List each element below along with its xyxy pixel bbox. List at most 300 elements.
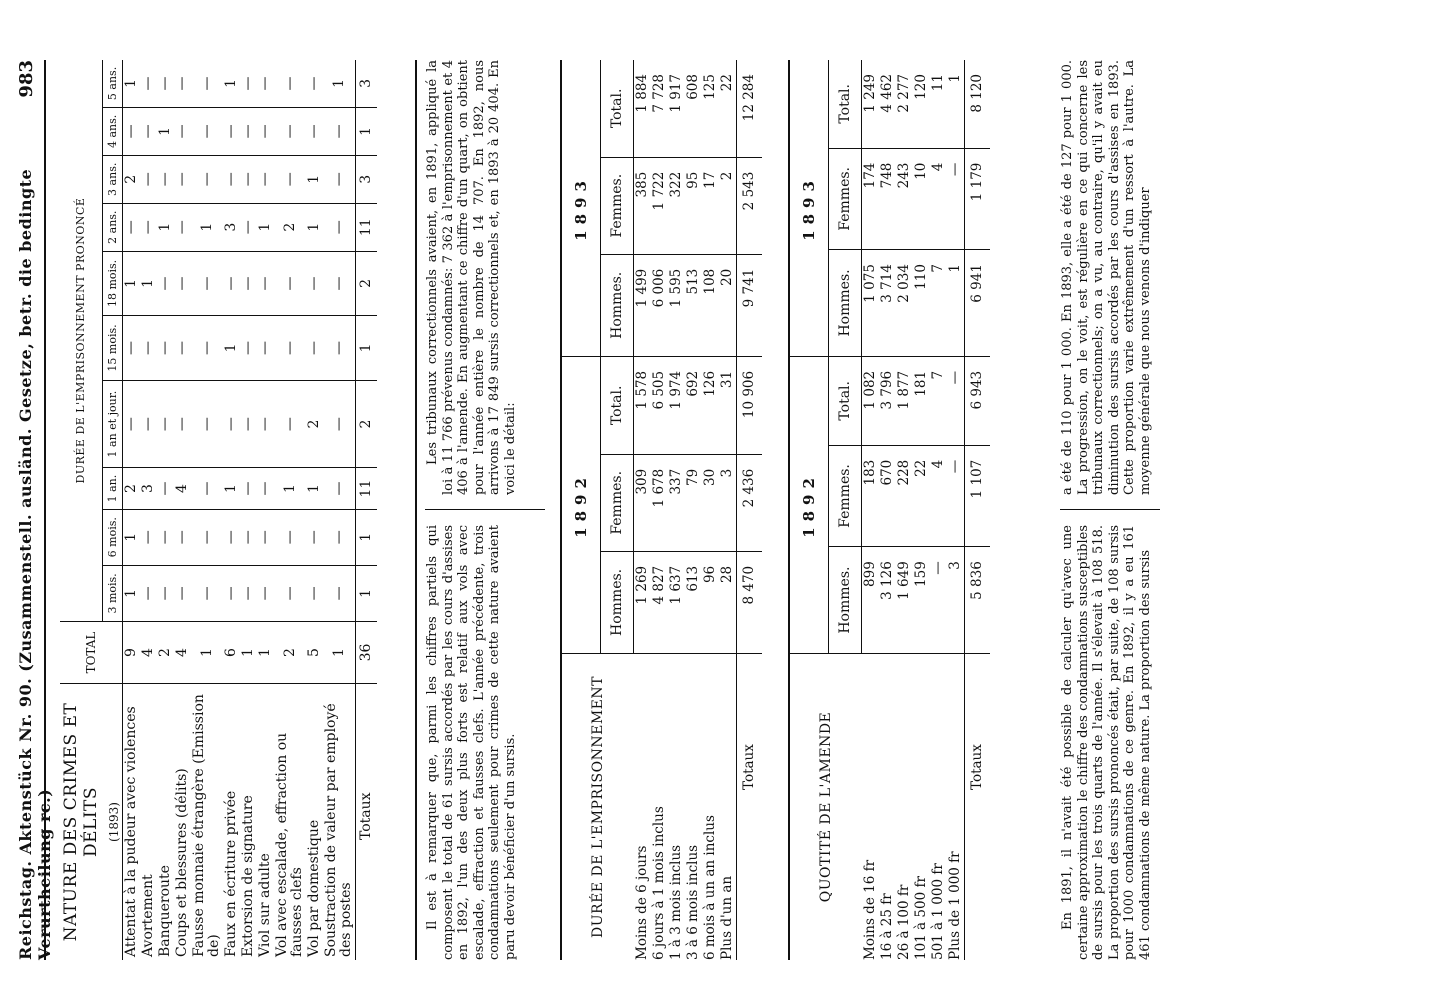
table-cell: — xyxy=(947,356,965,445)
table-cell: 20 xyxy=(719,254,737,356)
table-cell: 1 xyxy=(306,203,323,251)
table-cell: — xyxy=(257,380,274,468)
table-cell: — xyxy=(174,565,191,621)
prison-table xyxy=(562,60,762,960)
table-cell: — xyxy=(240,155,257,203)
table-cell: — xyxy=(274,316,306,381)
prison-header-row xyxy=(562,60,601,960)
total-cell: 10 906 xyxy=(737,356,763,454)
col-header: 1 an et jour. xyxy=(102,380,122,468)
total-cell: 1 179 xyxy=(965,148,991,249)
table-cell: 3 xyxy=(223,203,240,251)
table-cell: — xyxy=(157,60,174,107)
sub-header: Hommes. xyxy=(601,254,634,356)
row-label: 501 à 1 000 fr xyxy=(930,863,946,960)
crimes-totals-row xyxy=(356,60,378,960)
table-cell: — xyxy=(323,509,356,565)
row-label: Coups et blessures (délits) xyxy=(174,768,190,957)
table-cell: 110 xyxy=(913,250,930,357)
table-cell: 6 xyxy=(223,622,240,684)
row-label: Extorsion de signature xyxy=(240,795,256,957)
table-cell: — xyxy=(223,509,240,565)
fine-totals-row xyxy=(965,60,991,960)
table-cell: 608 xyxy=(685,60,702,157)
table-cell: 7 xyxy=(930,250,947,357)
table-cell: — xyxy=(123,107,141,155)
table-cell: — xyxy=(274,107,306,155)
fine-year2: 1893 xyxy=(790,60,829,356)
table-cell: — xyxy=(157,509,174,565)
table-cell: 1 884 xyxy=(634,60,652,157)
prison-year2: 1893 xyxy=(562,60,601,356)
table-cell: — xyxy=(323,316,356,381)
prison-body xyxy=(634,60,737,960)
row-label: Vol avec escalade, effraction ou fausses clefs xyxy=(274,732,305,957)
table-cell: — xyxy=(191,380,223,468)
total-cell: 2 543 xyxy=(737,157,763,254)
table-cell: 2 xyxy=(274,203,306,251)
total-cell: 1 xyxy=(356,107,378,155)
table-cell: 2 277 xyxy=(896,60,913,148)
table-cell: — xyxy=(257,60,274,107)
table-cell: — xyxy=(323,203,356,251)
running-title: Reichstag. Aktenstück Nr. 90. (Zusammenstell. ausländ. Gesetze, betr. die bedingte Verurtheilung rc.) xyxy=(16,168,54,960)
table-cell: 1 xyxy=(257,203,274,251)
total-cell: 5 836 xyxy=(965,547,991,654)
table-cell: 159 xyxy=(913,547,930,654)
table-cell: 1 974 xyxy=(668,356,685,454)
table-cell: — xyxy=(174,155,191,203)
table-cell: 385 xyxy=(634,157,652,254)
table-cell: 1 xyxy=(947,250,965,357)
paragraph-left: Il est à remarquer que, parmi les chiffres partiels qui composent le total de 61 sursis accordés par les cours d'assises en 1892, l'un des deux plus forts est relatif aux vols avec escalade, effraction et fausses clefs. L'année précédente, trois condamnations seulement pour crimes de cette nature avaient paru devoir bénéficier d'un sursis. xyxy=(425,525,518,960)
crimes-title-cell xyxy=(60,684,123,961)
table-cell: — xyxy=(191,565,223,621)
sub-header: Hommes. xyxy=(601,551,634,653)
table-cell: 2 xyxy=(274,622,306,684)
table-cell: — xyxy=(140,565,157,621)
table-cell: 6 006 xyxy=(651,254,668,356)
fine-body xyxy=(862,60,965,960)
table-row xyxy=(930,60,947,960)
sub-header: Hommes. xyxy=(829,547,862,654)
table-row xyxy=(174,60,191,960)
table-cell: 1 499 xyxy=(634,254,652,356)
row-label: Soustraction de valeur par employé des postes xyxy=(323,703,354,957)
table-cell: 2 xyxy=(157,622,174,684)
row-label: Viol sur adulte xyxy=(257,853,273,957)
table-cell: — xyxy=(274,60,306,107)
table-cell: 1 xyxy=(157,203,174,251)
col-header: 18 mois. xyxy=(102,251,122,316)
total-cell: 36 xyxy=(356,622,378,684)
table-cell: 1 082 xyxy=(862,356,880,445)
table-cell: 126 xyxy=(702,356,719,454)
table-cell: — xyxy=(323,155,356,203)
table-cell: 1 xyxy=(274,468,306,509)
table-cell: — xyxy=(140,380,157,468)
prison-year1: 1892 xyxy=(562,356,601,653)
table-cell: — xyxy=(157,251,174,316)
table-cell: 120 xyxy=(913,60,930,148)
table-cell: 1 877 xyxy=(896,356,913,445)
table-row xyxy=(257,60,274,960)
crimes-title: NATURE DES CRIMES ET DÉLITS xyxy=(61,702,101,942)
table-cell: — xyxy=(140,316,157,381)
table-cell: 3 xyxy=(947,547,965,654)
table-cell: 309 xyxy=(634,454,652,551)
total-cell: 1 107 xyxy=(965,445,991,546)
table-cell: — xyxy=(223,380,240,468)
prison-totals-row xyxy=(737,60,763,960)
table-cell: — xyxy=(191,251,223,316)
table-row xyxy=(191,60,223,960)
table-cell: — xyxy=(174,509,191,565)
table-row xyxy=(651,60,668,960)
table-cell: 1 649 xyxy=(896,547,913,654)
column-divider xyxy=(425,509,545,510)
table-cell: 1 722 xyxy=(651,157,668,254)
table-cell: 3 714 xyxy=(879,250,896,357)
table-cell: — xyxy=(240,60,257,107)
table-cell: 2 xyxy=(719,157,737,254)
table-cell: — xyxy=(257,251,274,316)
table-cell: 1 xyxy=(223,316,240,381)
col-header: 2 ans. xyxy=(102,203,122,251)
total-cell: 6 941 xyxy=(965,250,991,357)
table-cell: — xyxy=(306,107,323,155)
table-cell: 1 578 xyxy=(634,356,652,454)
table-cell: — xyxy=(306,509,323,565)
table-row xyxy=(913,60,930,960)
table-cell: 1 075 xyxy=(862,250,880,357)
total-cell: 2 xyxy=(356,251,378,316)
table-cell: 1 xyxy=(123,509,141,565)
table-cell: — xyxy=(157,316,174,381)
table-cell: 1 xyxy=(306,468,323,509)
table-cell: — xyxy=(140,60,157,107)
table-cell: 1 xyxy=(257,622,274,684)
table-cell: 228 xyxy=(896,445,913,546)
table-cell: 9 xyxy=(123,622,141,684)
table-cell: 1 xyxy=(191,203,223,251)
table-cell: — xyxy=(191,60,223,107)
column-divider xyxy=(1060,509,1160,510)
totals-label: Totaux xyxy=(965,654,991,961)
table-cell: — xyxy=(323,565,356,621)
table-cell: — xyxy=(174,251,191,316)
table-cell: — xyxy=(223,251,240,316)
table-cell: 4 462 xyxy=(879,60,896,148)
table-row xyxy=(140,60,157,960)
table-cell: — xyxy=(274,155,306,203)
table-cell: — xyxy=(191,468,223,509)
sub-header: Total. xyxy=(829,356,862,445)
paragraph-block-1 xyxy=(425,60,550,960)
total-cell: 8 470 xyxy=(737,551,763,653)
table-cell: — xyxy=(191,155,223,203)
paragraph-right: a été de 110 pour 1 000. En 1893, elle a été de 127 pour 1 000. La progression, on le voit, est régulière en ce qui concerne les tribunaux correctionnels; on a vu, au contraire, qu'il y avait eu diminution des sursis accordés par les cours d'assises en 1893. Cette proportion varie extrêmement d'un ressort à l'autre. La moyenne générale que nous venons d'indiquer xyxy=(1060,60,1153,495)
table-cell: 30 xyxy=(702,454,719,551)
table-cell: — xyxy=(323,251,356,316)
row-label: Plus de 1 000 fr xyxy=(947,851,963,960)
sub-header: Femmes. xyxy=(829,445,862,546)
table-cell: 11 xyxy=(930,60,947,148)
table-cell: — xyxy=(157,565,174,621)
total-cell: 1 xyxy=(356,316,378,381)
totals-label: Totaux xyxy=(737,654,763,961)
table-cell: — xyxy=(306,316,323,381)
crimes-year: (1893) xyxy=(107,802,121,842)
table-cell: — xyxy=(947,148,965,249)
total-cell: 3 xyxy=(356,155,378,203)
row-label: Banqueroute xyxy=(157,865,173,957)
table-cell: 79 xyxy=(685,454,702,551)
table-cell: 1 xyxy=(223,60,240,107)
table-cell: — xyxy=(274,251,306,316)
table-cell: — xyxy=(157,380,174,468)
table-cell: — xyxy=(240,565,257,621)
table-cell: — xyxy=(223,155,240,203)
table-cell: 174 xyxy=(862,148,880,249)
table-cell: 17 xyxy=(702,157,719,254)
sub-header: Total. xyxy=(601,356,634,454)
fine-header-row xyxy=(790,60,829,960)
row-label: Moins de 16 fr xyxy=(861,859,878,960)
table-cell: — xyxy=(123,380,141,468)
table-row xyxy=(274,60,306,960)
table-cell: 1 269 xyxy=(634,551,652,653)
table-cell: — xyxy=(191,107,223,155)
crimes-header-row xyxy=(60,60,102,960)
total-cell: 2 xyxy=(356,380,378,468)
table-cell: 1 xyxy=(947,60,965,148)
table-cell: 3 xyxy=(140,468,157,509)
table-cell: 1 xyxy=(323,60,356,107)
table-cell: 22 xyxy=(719,60,737,157)
sub-header: Hommes. xyxy=(829,250,862,357)
table-row xyxy=(157,60,174,960)
total-cell: 1 xyxy=(356,565,378,621)
row-label: Faux en écriture privée xyxy=(223,790,239,957)
crimes-total-header: TOTAL xyxy=(60,622,123,684)
col-header: 3 mois. xyxy=(102,565,122,621)
fine-table xyxy=(790,60,990,960)
table-cell: — xyxy=(274,380,306,468)
table-cell: 3 796 xyxy=(879,356,896,445)
table-cell: — xyxy=(240,468,257,509)
table-cell: — xyxy=(174,203,191,251)
paragraph-left: En 1891, il n'avait été possible de calculer qu'avec une certaine approximation le chiffre des condamnations susceptibles de sursis pour les trois quarts de l'année. Il s'élevait à 108 518. La proportion des sursis prononcés était, par suite, de 108 sursis pour 1000 condamnations de ce genre. En 1892, il y a eu 161 461 condamnations de même nature. La proportion des sursis xyxy=(1060,525,1153,960)
table-cell: — xyxy=(240,509,257,565)
table-cell: — xyxy=(257,468,274,509)
table-row xyxy=(702,60,719,960)
table-cell: — xyxy=(257,509,274,565)
sub-header: Total. xyxy=(829,60,862,148)
total-cell: 9 741 xyxy=(737,254,763,356)
table-cell: 4 xyxy=(930,148,947,249)
table-cell: 10 xyxy=(913,148,930,249)
total-cell: 6 943 xyxy=(965,356,991,445)
table-cell: — xyxy=(174,380,191,468)
totals-label: Totaux xyxy=(356,684,378,961)
table-cell: 1 637 xyxy=(668,551,685,653)
table-cell: — xyxy=(306,565,323,621)
table-cell: — xyxy=(140,107,157,155)
table-cell: — xyxy=(157,155,174,203)
crimes-body xyxy=(123,60,356,960)
table-cell: 2 xyxy=(306,380,323,468)
row-label: Moins de 6 jours xyxy=(633,845,650,960)
table-cell: — xyxy=(323,107,356,155)
table-cell: 31 xyxy=(719,356,737,454)
fine-year1: 1892 xyxy=(790,356,829,653)
table-cell: 670 xyxy=(879,445,896,546)
table-cell: — xyxy=(140,203,157,251)
page-number: 983 xyxy=(16,60,37,98)
table-row xyxy=(862,60,880,960)
table-cell: 1 xyxy=(123,60,141,107)
table-cell: — xyxy=(947,445,965,546)
col-header: 1 an. xyxy=(102,468,122,509)
table-cell: 28 xyxy=(719,551,737,653)
table-row xyxy=(240,60,257,960)
table-cell: — xyxy=(257,107,274,155)
table-cell: — xyxy=(123,316,141,381)
table-cell: — xyxy=(930,547,947,654)
table-cell: 96 xyxy=(702,551,719,653)
table-cell: 95 xyxy=(685,157,702,254)
table-cell: — xyxy=(174,60,191,107)
row-label: 26 à 100 fr xyxy=(896,884,912,960)
total-cell: 8 120 xyxy=(965,60,991,148)
row-label: Avortement xyxy=(140,874,156,957)
table-cell: — xyxy=(240,107,257,155)
table-row xyxy=(123,60,141,960)
table-cell: 4 xyxy=(174,468,191,509)
table-cell: — xyxy=(274,509,306,565)
paragraph-right: Les tribunaux correctionnels avaient, en 1891, appliqué la loi à 11 766 prévenus condamnés: 7 362 à l'emprisonnement et 4 406 à l'amende. En augmentant ce chiffre d'un quart, on obtient pour l'année entière le nombre de 14 707. En 1892, nous arrivons à 17 849 sursis correctionnels et, en 1893 à 20 404. En voici le détail: xyxy=(425,60,518,495)
sub-header: Femmes. xyxy=(601,157,634,254)
table-cell: 5 xyxy=(306,622,323,684)
table-cell: 1 678 xyxy=(651,454,668,551)
table-cell: — xyxy=(306,251,323,316)
table-cell: 6 505 xyxy=(651,356,668,454)
rule xyxy=(415,60,417,960)
row-label: 101 à 500 fr xyxy=(913,876,929,960)
table-cell: 125 xyxy=(702,60,719,157)
sub-header: Total. xyxy=(601,60,634,157)
table-cell: — xyxy=(240,316,257,381)
table-cell: 183 xyxy=(862,445,880,546)
table-cell: 22 xyxy=(913,445,930,546)
table-cell: — xyxy=(223,107,240,155)
header-rule xyxy=(44,60,46,960)
table-row xyxy=(306,60,323,960)
table-cell: 1 249 xyxy=(862,60,880,148)
table-row xyxy=(223,60,240,960)
table-cell: 899 xyxy=(862,547,880,654)
col-header: 15 mois. xyxy=(102,316,122,381)
table-cell: 1 xyxy=(191,622,223,684)
row-label: Vol par domestique xyxy=(306,819,322,957)
row-label: Fausse monnaie étrangère (Emission de) xyxy=(191,694,222,957)
total-cell: 11 xyxy=(356,203,378,251)
table-cell: 1 xyxy=(123,251,141,316)
sub-header: Femmes. xyxy=(829,148,862,249)
table-cell: — xyxy=(123,203,141,251)
table-cell: — xyxy=(323,380,356,468)
table-cell: 613 xyxy=(685,551,702,653)
table-row xyxy=(323,60,356,960)
sub-header: Femmes. xyxy=(601,454,634,551)
col-header: 3 ans. xyxy=(102,155,122,203)
table-cell: — xyxy=(306,60,323,107)
table-cell: 1 xyxy=(223,468,240,509)
table-cell: 4 xyxy=(140,622,157,684)
table-cell: 7 728 xyxy=(651,60,668,157)
row-label: 6 jours à 1 mois inclus xyxy=(651,806,667,960)
table-cell: — xyxy=(157,468,174,509)
table-row xyxy=(668,60,685,960)
table-row xyxy=(719,60,737,960)
table-row xyxy=(685,60,702,960)
row-label: Plus d'un an xyxy=(719,875,735,960)
table-row xyxy=(896,60,913,960)
table-cell: 1 917 xyxy=(668,60,685,157)
table-cell: — xyxy=(257,316,274,381)
table-cell: 4 xyxy=(930,445,947,546)
table-cell: 1 xyxy=(157,107,174,155)
table-cell: 748 xyxy=(879,148,896,249)
table-cell: 1 xyxy=(306,155,323,203)
page-header xyxy=(8,60,54,960)
col-header: 4 ans. xyxy=(102,107,122,155)
total-cell: 12 284 xyxy=(737,60,763,157)
table-cell: — xyxy=(191,316,223,381)
table-cell: 4 827 xyxy=(651,551,668,653)
table-row xyxy=(947,60,965,960)
crimes-duration-title: DURÉE DE L'EMPRISONNEMENT PRONONCÉ xyxy=(60,60,102,622)
table-cell: 1 595 xyxy=(668,254,685,356)
prison-title: DURÉE DE L'EMPRISONNEMENT xyxy=(589,676,606,938)
table-cell: — xyxy=(223,565,240,621)
row-label: 6 mois à un an inclus xyxy=(702,815,718,960)
col-header: 6 mois. xyxy=(102,509,122,565)
table-cell: 1 xyxy=(323,622,356,684)
table-cell: — xyxy=(191,509,223,565)
table-cell: 3 xyxy=(719,454,737,551)
row-label: 16 à 25 fr xyxy=(879,893,895,960)
table-cell: — xyxy=(274,565,306,621)
total-cell: 1 xyxy=(356,509,378,565)
table-cell: — xyxy=(240,203,257,251)
fine-title: QUOTITÉ DE L'AMENDE xyxy=(817,711,834,903)
paragraph-block-2 xyxy=(1060,60,1160,960)
table-cell: 337 xyxy=(668,454,685,551)
row-label: 3 à 6 mois inclus xyxy=(685,844,701,960)
table-cell: 2 xyxy=(123,155,141,203)
total-cell: 3 xyxy=(356,60,378,107)
table-cell: — xyxy=(174,107,191,155)
total-cell: 2 436 xyxy=(737,454,763,551)
table-cell: 1 xyxy=(140,251,157,316)
table-cell: — xyxy=(257,155,274,203)
table-cell: 2 xyxy=(123,468,141,509)
total-cell: 11 xyxy=(356,468,378,509)
table-cell: — xyxy=(257,565,274,621)
table-row xyxy=(879,60,896,960)
